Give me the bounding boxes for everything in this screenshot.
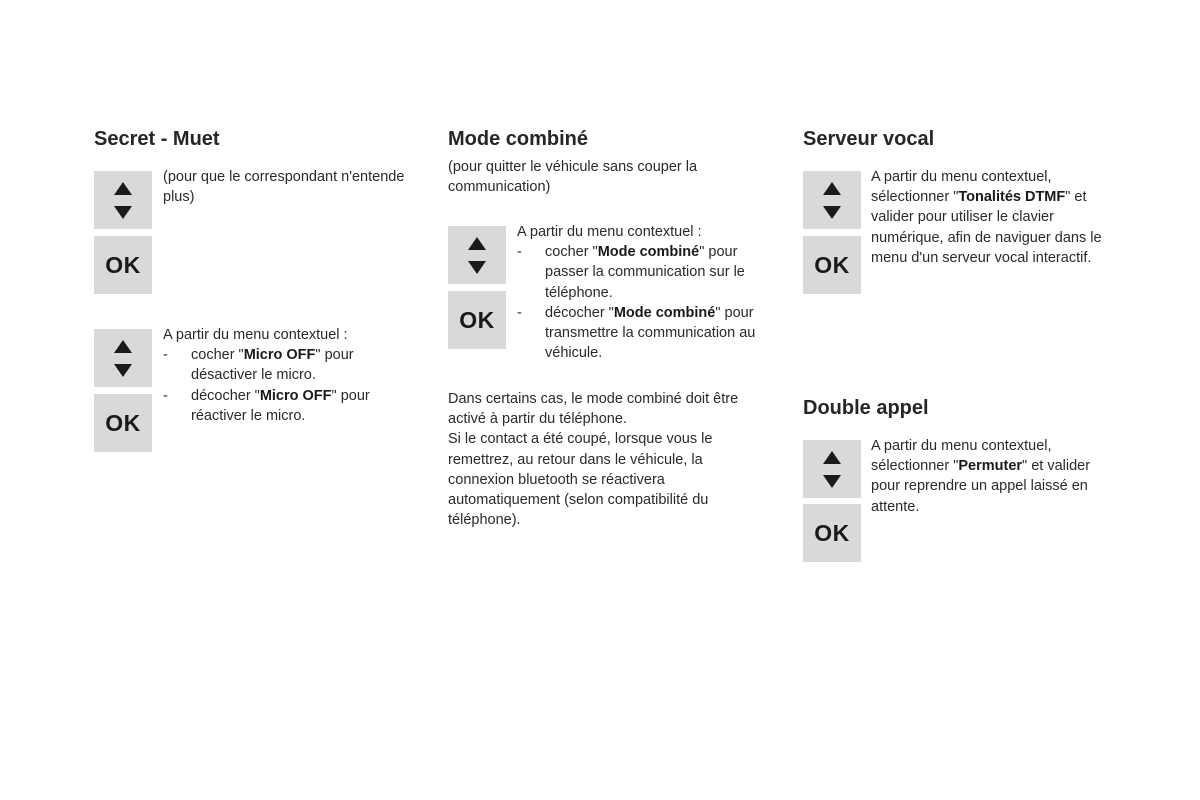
arrow-up-icon [823,451,841,464]
arrow-down-icon [468,261,486,274]
ok-label: OK [814,251,850,278]
list-item: - cocher "Mode combiné" pour passer la communication sur le téléphone. [517,244,745,301]
ok-button[interactable] [94,236,152,294]
arrow-keys-button[interactable] [803,171,861,229]
arrow-keys-button[interactable] [803,440,861,498]
option-label: Micro OFF [259,387,332,404]
option-label: Permuter [958,458,1023,475]
mode-combine-note: (pour quitter le véhicule sans couper la communication) [448,159,698,196]
arrow-up-icon [468,237,486,250]
mode-combine-notes [448,389,763,530]
instructions-intro: A partir du menu contextuel : [163,327,348,343]
serveur-vocal-instructions: A partir du menu contextuel, sélectionner "Tonalités DTMF" et valider pour utiliser le clavier numérique, afin de naviguer dans le menu d'un serveur vocal interactif. [871,169,1102,266]
ok-label: OK [105,409,141,436]
arrow-keys-button[interactable] [94,171,152,229]
list-item: - décocher "Micro OFF" pour réactiver le micro. [163,387,370,424]
mode-combine-instructions [517,222,779,363]
list-dash: - [163,347,168,364]
list-dash: - [163,387,168,404]
option-label: Mode combiné [613,304,716,321]
ok-button[interactable] [803,236,861,294]
list-dash: - [517,244,522,261]
secret-muet-instructions [163,325,403,426]
instructions-list [163,345,403,426]
arrow-down-icon [114,206,132,219]
arrow-keys-button[interactable] [448,226,506,284]
arrow-up-icon [114,182,132,195]
ok-label: OK [459,306,495,333]
section-title-serveur-vocal: Serveur vocal [803,128,935,150]
ok-label: OK [105,251,141,278]
ok-label: OK [814,519,850,546]
option-label: Mode combiné [597,244,700,261]
ok-button[interactable] [803,504,861,562]
secret-muet-note: (pour que le correspondant n'entende plus) [163,169,405,206]
section-title-double-appel: Double appel [803,397,929,419]
instructions-intro: A partir du menu contextuel : [517,224,702,240]
option-label: Micro OFF [243,347,316,364]
instructions-list [517,242,779,363]
arrow-down-icon [823,475,841,488]
arrow-up-icon [114,340,132,353]
option-label: Tonalités DTMF [958,189,1066,206]
arrow-up-icon [823,182,841,195]
list-dash: - [517,304,522,321]
list-item: - cocher "Micro OFF" pour désactiver le micro. [163,347,354,384]
arrow-down-icon [114,364,132,377]
mode-combine-paragraph: Dans certains cas, le mode combiné doit être activé à partir du téléphone. [448,391,739,428]
section-title-secret-muet: Secret - Muet [94,128,220,150]
mode-combine-paragraph: Si le contact a été coupé, lorsque vous le remettrez, au retour dans le véhicule, la connexion bluetooth se réactivera automatiquement (selon compatibilité du téléphone). [448,431,713,529]
arrow-keys-button[interactable] [94,329,152,387]
ok-button[interactable] [94,394,152,452]
section-title-mode-combine: Mode combiné [448,128,589,150]
double-appel-instructions: A partir du menu contextuel, sélectionner "Permuter" et valider pour reprendre un appel laissé en attente. [871,438,1091,515]
ok-button[interactable] [448,291,506,349]
arrow-down-icon [823,206,841,219]
list-item: - décocher "Mode combiné" pour transmettre la communication au véhicule. [517,304,756,362]
